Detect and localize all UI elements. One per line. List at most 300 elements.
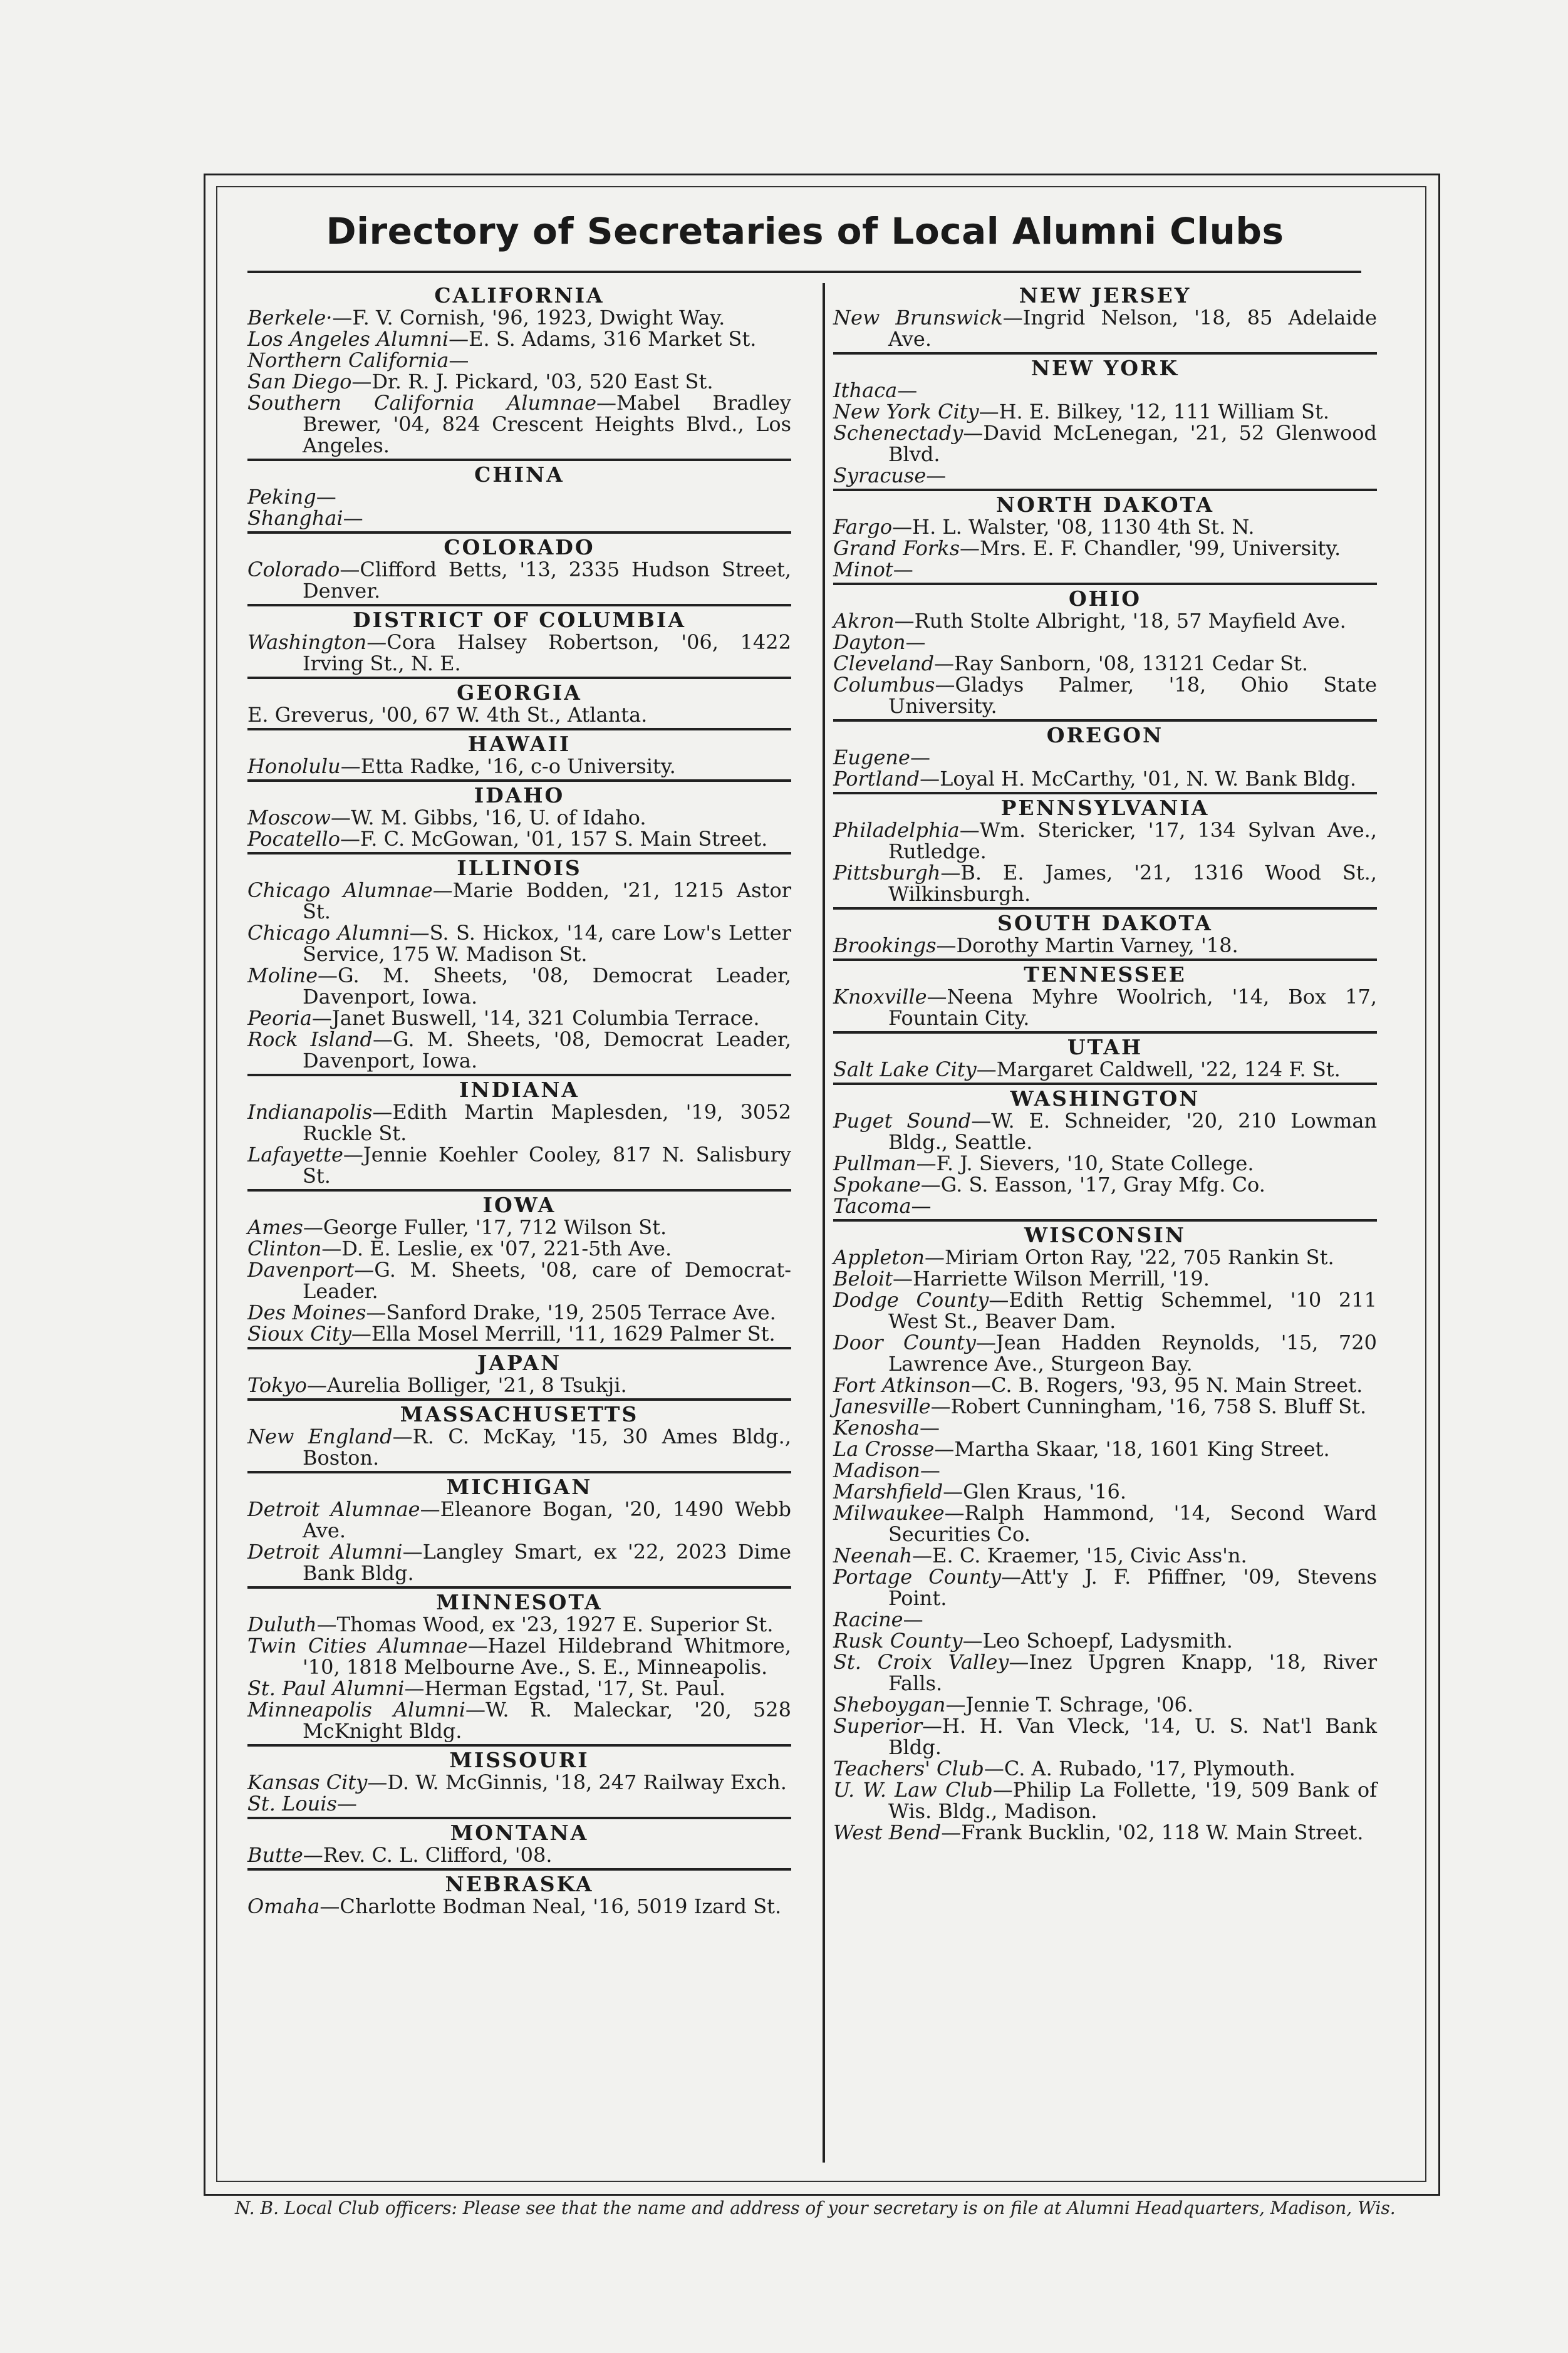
state-section [247, 464, 791, 534]
club-secretary: —Ingrid Nelson, '18, 85 Adelaide Ave. [888, 306, 1378, 351]
club-secretary: — [905, 630, 926, 654]
club-location: Northern California [247, 348, 449, 372]
club-secretary: —Thomas Wood, ex '23, 1927 E. Superior St. [316, 1613, 774, 1636]
club-entry [833, 516, 1377, 538]
club-location: Puget Sound [833, 1109, 972, 1133]
club-secretary: — [903, 1608, 923, 1631]
club-location: Sheboygan [833, 1693, 946, 1717]
club-entry [247, 392, 791, 456]
club-entry [833, 1566, 1377, 1609]
state-section [833, 1224, 1377, 1846]
state-section [247, 784, 791, 854]
club-location: Eugene [833, 745, 910, 769]
club-location: Honolulu [247, 754, 341, 778]
state-section [833, 494, 1377, 585]
state-section [833, 724, 1377, 794]
club-secretary: —W. M. Gibbs, '16, U. of Idaho. [331, 806, 646, 829]
club-secretary: —Ray Sanborn, '08, 13121 Cedar St. [934, 652, 1309, 675]
club-location: Salt Lake City [833, 1057, 977, 1081]
club-entry [247, 1499, 791, 1541]
club-entry [247, 1101, 791, 1144]
club-location: Omaha [247, 1894, 320, 1918]
club-location: Davenport [247, 1258, 355, 1282]
club-location: St. Paul Alumni [247, 1676, 405, 1700]
club-entry [247, 1144, 791, 1187]
club-location: Peking [247, 485, 316, 509]
club-entry [833, 1481, 1377, 1502]
club-entry [247, 1614, 791, 1635]
club-location: Door County [833, 1331, 976, 1354]
club-secretary: —E. C. Kraemer, '15, Civic Ass'n. [912, 1544, 1247, 1567]
club-secretary: —David McLenegan, '21, 52 Glenwood Blvd. [888, 421, 1377, 466]
club-entry [247, 756, 791, 777]
club-entry [833, 1289, 1377, 1332]
state-heading: MASSACHUSETTS [400, 1402, 639, 1426]
club-location: Duluth [247, 1613, 317, 1636]
state-section [247, 1079, 791, 1192]
state-section [833, 797, 1377, 910]
club-secretary: —Jennie Koehler Cooley, 817 N. Salisbury St. [303, 1143, 791, 1188]
club-entry [247, 507, 791, 529]
state-heading: NEBRASKA [445, 1872, 594, 1896]
club-location: Ames [247, 1215, 303, 1239]
club-entry [247, 807, 791, 828]
club-entry [833, 1417, 1377, 1438]
state-section [247, 682, 791, 730]
club-secretary: —Aurelia Bolliger, '21, 8 Tsukji. [306, 1373, 627, 1397]
club-location: Minot [833, 558, 893, 581]
club-entry [833, 631, 1377, 653]
state-heading: IOWA [482, 1193, 556, 1217]
club-location: Pullman [833, 1151, 916, 1175]
club-location: Fort Atkinson [833, 1373, 971, 1397]
state-heading: MICHIGAN [446, 1475, 593, 1499]
club-location: Milwaukee [833, 1501, 945, 1525]
club-location: Grand Forks [833, 536, 960, 560]
club-secretary: —C. A. Rubado, '17, Plymouth. [984, 1757, 1295, 1780]
club-entry [833, 768, 1377, 789]
state-heading: IDAHO [474, 783, 565, 808]
club-entry [833, 1174, 1377, 1195]
club-secretary: —Ralph Hammond, '14, Second Ward Securities Co. [888, 1501, 1377, 1546]
club-entry [833, 1153, 1377, 1174]
club-secretary: —Harriette Wilson Merrill, '19. [893, 1267, 1210, 1291]
club-location: Janesville [833, 1395, 931, 1418]
state-section [247, 857, 791, 1076]
club-location: St. Croix Valley [833, 1650, 1009, 1674]
club-secretary: —Mabel Bradley Brewer, '04, 824 Crescent Heights Blvd., Los Angeles. [303, 391, 791, 457]
club-entry [247, 1699, 791, 1742]
state-heading: NORTH DAKOTA [995, 492, 1215, 517]
club-secretary: —Miriam Orton Ray, '22, 705 Rankin St. [924, 1245, 1334, 1269]
club-entry [833, 1438, 1377, 1460]
club-location: Madison [833, 1458, 920, 1482]
state-section [833, 588, 1377, 722]
club-location: Neenah [833, 1544, 913, 1567]
state-section [833, 1036, 1377, 1085]
state-section [247, 733, 791, 782]
club-secretary: —F. V. Cornish, '96, 1923, Dwight Way. [332, 306, 725, 330]
club-location: Dayton [833, 630, 906, 654]
footnote: N. B. Local Club officers: Please see that the name and address of your secretary is on file at Alumni Headquarters, Madison, Wis. [235, 2198, 1396, 2218]
state-section [833, 284, 1377, 355]
state-heading: MISSOURI [449, 1748, 589, 1772]
club-location: Butte [247, 1843, 303, 1867]
state-heading: ILLINOIS [457, 856, 582, 880]
club-entry [833, 935, 1377, 956]
club-secretary: —S. S. Hickox, '14, care Low's Letter Service, 175 W. Madison St. [303, 921, 792, 966]
club-secretary: —R. C. McKay, '15, 30 Ames Bldg., Boston. [303, 1425, 792, 1470]
club-entry [833, 1332, 1377, 1374]
column-divider [823, 283, 825, 2163]
club-secretary: —Clifford Betts, '13, 2335 Hudson Street, Denver. [303, 558, 791, 603]
club-location: Akron [833, 609, 895, 633]
club-location: Shanghai [247, 506, 343, 530]
club-secretary: — [920, 1458, 940, 1482]
club-secretary: —G. S. Easson, '17, Gray Mfg. Co. [920, 1173, 1265, 1197]
club-location: Chicago Alumni [247, 921, 410, 945]
club-entry [833, 819, 1377, 862]
state-section [247, 1873, 791, 1919]
state-heading: HAWAII [467, 732, 571, 756]
club-location: Portland [833, 767, 920, 791]
club-entry [833, 401, 1377, 422]
club-secretary: —Etta Radke, '16, c-o University. [340, 754, 676, 778]
club-location: Sioux City [247, 1322, 351, 1346]
club-secretary: —G. M. Sheets, '08, Democrat Leader, Davenport, Iowa. [303, 964, 791, 1009]
club-secretary: — [919, 1416, 940, 1440]
club-secretary: E. Greverus, '00, 67 W. 4th St., Atlanta. [247, 703, 648, 727]
club-location: Detroit Alumnae [247, 1497, 420, 1521]
state-heading: PENNSYLVANIA [1000, 796, 1210, 820]
club-location: Tokyo [247, 1373, 307, 1397]
state-heading: NEW JERSEY [1019, 283, 1192, 308]
club-entry [833, 1609, 1377, 1630]
state-section [247, 1749, 791, 1819]
club-entry [833, 653, 1377, 674]
state-heading: JAPAN [477, 1351, 562, 1375]
club-location: Philadelphia [833, 818, 960, 842]
club-location: Minneapolis Alumni [247, 1698, 466, 1722]
club-secretary: — [316, 485, 336, 509]
club-entry [247, 328, 791, 350]
club-location: Los Angeles Alumni [247, 327, 449, 351]
club-location: Beloit [833, 1267, 893, 1291]
state-heading: OREGON [1046, 723, 1164, 747]
club-entry [833, 1758, 1377, 1779]
state-section [247, 609, 791, 679]
club-entry [833, 610, 1377, 631]
club-location: Schenectady [833, 421, 963, 445]
club-secretary: —F. J. Sievers, '10, State College. [916, 1151, 1254, 1175]
club-location: Des Moines [247, 1301, 366, 1324]
club-secretary: — [893, 558, 913, 581]
club-secretary: —Dorothy Martin Varney, '18. [936, 933, 1238, 957]
club-entry [247, 631, 791, 674]
club-secretary: —Leo Schoepf, Ladysmith. [962, 1629, 1233, 1653]
title-divider [247, 271, 1361, 273]
club-entry [833, 1374, 1377, 1396]
club-secretary: —Glen Kraus, '16. [943, 1480, 1127, 1504]
state-heading: OHIO [1068, 586, 1142, 611]
club-secretary: —Jennie T. Schrage, '06. [945, 1693, 1194, 1717]
club-secretary: —Loyal H. McCarthy, '01, N. W. Bank Bldg. [920, 767, 1357, 791]
club-entry [247, 1374, 791, 1396]
state-section [247, 536, 791, 606]
club-secretary: —Frank Bucklin, '02, 118 W. Main Street. [941, 1821, 1364, 1844]
club-secretary: —Margaret Caldwell, '22, 124 F. St. [976, 1057, 1341, 1081]
club-entry [247, 307, 791, 328]
club-entry [247, 1844, 791, 1866]
state-section [833, 1088, 1377, 1222]
club-secretary: —Martha Skaar, '18, 1601 King Street. [934, 1437, 1330, 1461]
club-location: Rusk County [833, 1629, 963, 1653]
club-secretary: —Herman Egstad, '17, St. Paul. [404, 1676, 725, 1700]
club-entry [247, 350, 791, 371]
club-location: Superior [833, 1714, 923, 1738]
club-entry [247, 922, 791, 965]
club-entry [247, 704, 791, 725]
club-entry [833, 1630, 1377, 1651]
club-location: Clinton [247, 1237, 322, 1260]
club-secretary: —Charlotte Bodman Neal, '16, 5019 Izard St. [319, 1894, 782, 1918]
club-secretary: —Edith Rettig Schemmel, '10 211 West St., Beaver Dam. [888, 1288, 1378, 1333]
club-entry [247, 486, 791, 507]
club-entry [833, 862, 1377, 905]
club-entry [247, 828, 791, 849]
state-section [833, 912, 1377, 961]
club-entry [247, 1007, 791, 1029]
club-location: La Crosse [833, 1437, 935, 1461]
club-secretary: —D. W. McGinnis, '18, 247 Railway Exch. [367, 1770, 787, 1794]
club-entry [247, 1635, 791, 1678]
club-secretary: — [449, 348, 469, 372]
club-entry [247, 1238, 791, 1259]
club-secretary: — [343, 506, 363, 530]
club-location: Pittsburgh [833, 861, 941, 885]
club-secretary: —George Fuller, '17, 712 Wilson St. [303, 1215, 667, 1239]
club-entry [833, 1779, 1377, 1822]
club-entry [247, 1793, 791, 1814]
club-entry [833, 1822, 1377, 1843]
club-entry [833, 747, 1377, 768]
club-location: Southern California Alumnae [247, 391, 597, 415]
club-location: Appleton [833, 1245, 925, 1269]
club-location: West Bend [833, 1821, 942, 1844]
club-location: Portage County [833, 1565, 1002, 1589]
club-secretary: —F. C. McGowan, '01, 157 S. Main Street. [340, 827, 768, 851]
club-secretary: —B. E. James, '21, 1316 Wood St., Wilkinsburgh. [888, 861, 1377, 906]
club-entry [833, 1545, 1377, 1566]
club-location: U. W. Law Club [833, 1778, 993, 1802]
club-secretary: —Neena Myhre Woolrich, '14, Box 17, Fountain City. [888, 985, 1377, 1030]
state-heading: CHINA [474, 462, 564, 487]
club-secretary: —W. E. Schneider, '20, 210 Lowman Bldg., Seattle. [888, 1109, 1378, 1154]
club-entry [833, 307, 1377, 350]
club-entry [247, 1678, 791, 1699]
club-location: Colorado [247, 558, 340, 581]
club-secretary: — [910, 745, 930, 769]
state-section [247, 1352, 791, 1401]
state-heading: GEORGIA [457, 680, 582, 705]
club-secretary: —Ella Mosel Merrill, '11, 1629 Palmer St. [351, 1322, 776, 1346]
club-entry [247, 371, 791, 392]
club-location: Kenosha [833, 1416, 920, 1440]
club-secretary: —Ruth Stolte Albright, '18, 57 Mayfield Ave. [894, 609, 1346, 633]
club-location: Kansas City [247, 1770, 368, 1794]
club-entry [833, 674, 1377, 717]
club-entry [833, 1651, 1377, 1694]
club-secretary: —Philip La Follette, '19, 509 Bank of Wis. Bldg., Madison. [888, 1778, 1378, 1823]
club-secretary: —Wm. Stericker, '17, 134 Sylvan Ave., Rutledge. [888, 818, 1377, 863]
club-secretary: —Robert Cunningham, '16, 758 S. Bluff St. [930, 1395, 1367, 1418]
club-entry [833, 465, 1377, 486]
club-secretary: —Edith Martin Maplesden, '19, 3052 Ruckle St. [303, 1100, 791, 1145]
club-secretary: —H. H. Van Vleck, '14, U. S. Nat'l Bank Bldg. [888, 1714, 1377, 1759]
club-location: Tacoma [833, 1194, 911, 1218]
club-entry [833, 1110, 1377, 1153]
club-location: Cleveland [833, 652, 935, 675]
club-location: Rock Island [247, 1027, 373, 1051]
club-secretary: —Rev. C. L. Clifford, '08. [303, 1843, 553, 1867]
club-location: Brookings [833, 933, 937, 957]
club-entry [833, 1268, 1377, 1289]
club-secretary: —Inez Upgren Knapp, '18, River Falls. [888, 1650, 1378, 1695]
state-section [247, 1476, 791, 1589]
club-location: Moscow [247, 806, 331, 829]
club-secretary: —D. E. Leslie, ex '07, 221-5th Ave. [321, 1237, 672, 1260]
club-entry [833, 559, 1377, 580]
state-heading: COLORADO [444, 535, 595, 559]
club-entry [247, 559, 791, 601]
state-heading: UTAH [1067, 1035, 1143, 1059]
club-location: New Brunswick [833, 306, 1003, 330]
club-entry [247, 1896, 791, 1917]
club-secretary: — [911, 1194, 932, 1218]
club-location: Marshfield [833, 1480, 943, 1504]
club-location: Teachers' Club [833, 1757, 984, 1780]
state-heading: MONTANA [450, 1821, 589, 1845]
club-entry [247, 1323, 791, 1344]
state-section [247, 284, 791, 461]
club-location: Washington [247, 630, 367, 654]
club-secretary: —Jean Hadden Reynolds, '15, 720 Lawrence Ave., Sturgeon Bay. [888, 1331, 1378, 1376]
club-entry [833, 1502, 1377, 1545]
club-secretary: —G. M. Sheets, '08, Democrat Leader, Davenport, Iowa. [303, 1027, 791, 1073]
club-entry [833, 1195, 1377, 1217]
club-location: Berkele· [247, 306, 333, 330]
club-entry [833, 986, 1377, 1029]
state-section [833, 357, 1377, 491]
club-location: Racine [833, 1608, 903, 1631]
club-location: New England [247, 1425, 393, 1448]
club-secretary: —Marie Bodden, '21, 1215 Astor St. [303, 878, 792, 923]
club-entry [247, 1029, 791, 1071]
club-location: Columbus [833, 673, 935, 697]
club-entry [247, 1302, 791, 1323]
club-secretary: — [336, 1792, 357, 1815]
club-entry [247, 1772, 791, 1793]
club-entry [833, 1460, 1377, 1481]
club-secretary: —E. S. Adams, 316 Market St. [449, 327, 757, 351]
club-location: Peoria [247, 1006, 312, 1030]
club-secretary: —Eleanore Bogan, '20, 1490 Webb Ave. [303, 1497, 791, 1542]
club-entry [833, 1396, 1377, 1417]
state-section [833, 964, 1377, 1034]
club-entry [833, 422, 1377, 465]
club-secretary: —Sanford Drake, '19, 2505 Terrace Ave. [366, 1301, 776, 1324]
state-section [247, 1822, 791, 1871]
club-location: Pocatello [247, 827, 341, 851]
club-entry [833, 1059, 1377, 1080]
club-location: New York City [833, 400, 979, 423]
left-column [247, 282, 791, 1922]
club-location: Fargo [833, 515, 893, 539]
club-secretary: — [897, 378, 918, 402]
club-secretary: —G. M. Sheets, '08, care of Democrat-Leader. [303, 1258, 791, 1303]
state-heading: WISCONSIN [1024, 1223, 1186, 1247]
club-location: Ithaca [833, 378, 898, 402]
club-entry [833, 538, 1377, 559]
club-secretary: —Cora Halsey Robertson, '06, 1422 Irving St., N. E. [303, 630, 791, 675]
club-location: Knoxville [833, 985, 927, 1009]
state-heading: CALIFORNIA [434, 283, 605, 308]
club-secretary: —Gladys Palmer, '18, Ohio State University. [888, 673, 1377, 718]
club-location: San Diego [247, 370, 352, 393]
state-heading: TENNESSEE [1024, 962, 1186, 987]
club-location: Twin Cities Alumnae [247, 1634, 468, 1658]
club-entry [247, 965, 791, 1007]
club-location: Moline [247, 964, 318, 987]
state-section [247, 1403, 791, 1473]
state-section [247, 1194, 791, 1349]
club-secretary: — [926, 464, 947, 487]
club-secretary: —H. E. Bilkey, '12, 111 William St. [979, 400, 1329, 423]
club-secretary: —Janet Buswell, '14, 321 Columbia Terrace. [311, 1006, 760, 1030]
club-entry [247, 1259, 791, 1302]
club-location: Detroit Alumni [247, 1540, 403, 1564]
club-entry [833, 380, 1377, 401]
club-location: Dodge County [833, 1288, 989, 1312]
club-location: Indianapolis [247, 1100, 373, 1124]
club-entry [247, 1541, 791, 1584]
club-secretary: —H. L. Walster, '08, 1130 4th St. N. [892, 515, 1255, 539]
club-entry [247, 880, 791, 922]
state-heading: MINNESOTA [436, 1590, 603, 1614]
state-section [247, 1591, 791, 1747]
state-heading: SOUTH DAKOTA [997, 911, 1213, 935]
club-location: Spokane [833, 1173, 921, 1197]
club-secretary: —Dr. R. J. Pickard, '03, 520 East St. [351, 370, 714, 393]
club-location: St. Louis [247, 1792, 337, 1815]
club-location: Chicago Alumnae [247, 878, 433, 902]
club-secretary: —Att'y J. F. Pfiffner, '09, Stevens Point. [888, 1565, 1378, 1610]
club-secretary: —W. R. Maleckar, '20, 528 McKnight Bldg. [303, 1698, 792, 1743]
club-secretary: —C. B. Rogers, '93, 95 N. Main Street. [970, 1373, 1363, 1397]
state-heading: DISTRICT OF COLUMBIA [353, 608, 686, 632]
club-secretary: —Langley Smart, ex '22, 2023 Dime Bank Bldg. [303, 1540, 792, 1585]
state-heading: WASHINGTON [1010, 1086, 1200, 1111]
club-secretary: —Hazel Hildebrand Whitmore, '10, 1818 Melbourne Ave., S. E., Minneapolis. [303, 1634, 791, 1679]
page-title: Directory of Secretaries of Local Alumni Clubs [326, 210, 1284, 252]
right-column [833, 282, 1377, 1848]
club-entry [833, 1694, 1377, 1715]
club-location: Lafayette [247, 1143, 343, 1166]
state-heading: INDIANA [459, 1078, 580, 1102]
club-location: Syracuse [833, 464, 927, 487]
club-entry [247, 1217, 791, 1238]
club-entry [833, 1247, 1377, 1268]
